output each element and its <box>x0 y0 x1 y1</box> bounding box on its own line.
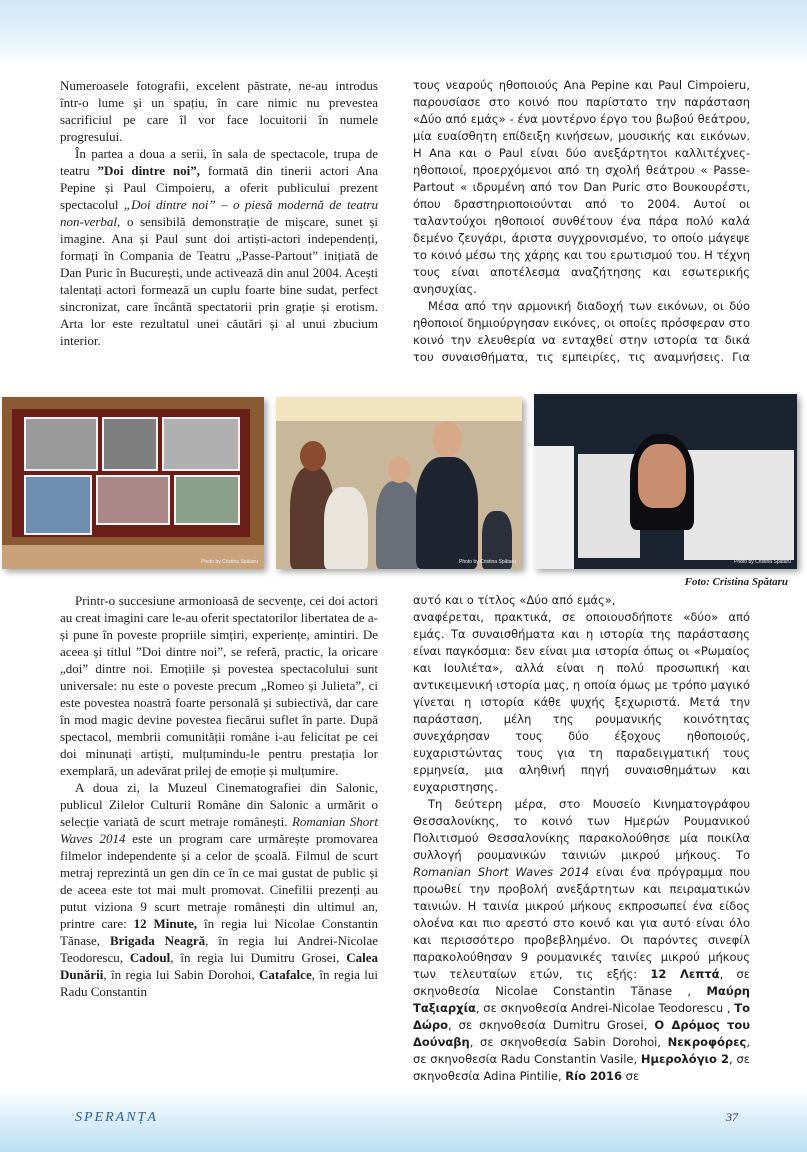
paragraph: Printr-o succesiune armonioasă de secvențe, cei doi actori au creat imagini care le-au oferit spectatorilor libertatea de a-și pune în poveste propriile simțiri, experiențe, amintiri. De aceea și titlul ”Doi dintre noi”, se referă, practic, la oricare „doi” dintre noi. Emoțiile și povestea spectacolului sunt universale: nu este o poveste precum „Romeo și Julieta”, ci este povestea noastră foarte personală și subiectivă, dar care în mod magic devine povestea fiecărui suflet în parte. După spectacol, membrii comunității române i-au felicitat pe cei doi minunați artiști, mulțumindu-le pentru prestația lor exemplară, un adevărat prilej de emoție și mulțumire. <box>60 593 378 778</box>
film-title: Νεκροφόρες <box>667 1035 747 1049</box>
paragraph: Τη δεύτερη μέρα, στο Μουσείο Κινηματογράφου Θεσσαλονίκης, το κοινό των Ημερών Ρουμανικού Πολιτισμού Θεσσαλονίκης παρακολούθησε μία ποικίλα συλλογή ρουμανικών ταινιών μικρού μήκους. Το Romanian Short Waves 2014 είναι ένα πρόγραμμα που προωθεί την προβολή ανεξάρτητων και πειραματικών ταινιών. Η ταινία μικρού μήκους εκπροσωπεί ένα είδος ολοένα και πιο αρεστό στο κοινό και για αυτό είναι όλο και περισσότερο προβεβλημένο. Οι παρόντες σινεφίλ παρακολούθησαν 9 ρουμανικές ταινίες μικρού μήκους των τελευταίων ετών, τις εξής: 12 Λεπτά, σε σκηνοθεσία Nicolae Constantin Tănase , Μαύρη Ταξιαρχία, σε σκηνοθεσία Andrei-Nicolae Teodorescu , Το Δώρο, σε σκηνοθεσία Dumitru Grosei, Ο Δρόμος του Δούναβη, σε σκηνοθεσία Sabin Dorohoi, Νεκροφόρες, σε σκηνοθεσία Radu Constantin Vasile, Ημερολόγιο 2, σε σκηνοθεσία Adina Pintilie, Río 2016 σε <box>413 797 750 1083</box>
paragraph: A doua zi, la Muzeul Cinematografiei din Salonic, publicul Zilelor Culturii Române din Salonic a urmărit o selecție variată de scurt metraje românești. Romanian Short Waves 2014 este un program care urmărește promovarea filmelor independente și a celor de școală. Filmul de scurt metraj reprezintă un gen din ce în ce mai gustat de public și de aceea este tot mai mult promovat. Cinefilii prezenți au putut viziona 9 scurt metraje românești din ultimul an, printre care: 12 Minute, în regia lui Nicolae Constantin Tănase, Brigada Neagră, în regia lui Andrei-Nicolae Teodorescu, Cadoul, în regia lui Dumitru Grosei, Calea Dunării, în regia lui Sabin Dorohoi, Catafalce, în regia lui Radu Constantin <box>60 780 379 999</box>
photo-credit: Photo by Cristina Spătaru <box>459 559 516 565</box>
film-title: Μαύρη Ταξιαρχία <box>413 984 750 1015</box>
film-title: Ημερολόγιο 2 <box>640 1052 730 1066</box>
photo-credit: Photo by Cristina Spătaru <box>734 559 791 565</box>
paragraph: Numeroasele fotografii, excelent păstrate, ne-au introdus într-o lume și un spațiu, în care nimic nu prevestea sacrificiul pe care îl vor face locuitorii în numele progresului. <box>60 78 378 144</box>
show-title: „Doi dintre noi” – o piesă modernă de teatru non-verbal <box>60 197 378 229</box>
film-title: 12 Λεπτά <box>650 967 720 981</box>
troupe-name: ”Doi dintre noi”, <box>97 163 201 178</box>
bottom-left-column <box>60 592 378 1000</box>
program-name: Romanian Short Waves 2014 <box>60 814 378 846</box>
paragraph: τους νεαρούς ηθοποιούς Ana Pepine και Paul Cimpoieru, παρουσίασε στο κοινό που παρίστατο την παράσταση «Δύο από εμάς» - ένα μοντέρνο έργο του βωβού θεάτρου, μία ευαίσθητη επίδειξη κινήσεων, μουσικής και εικόνων. Η Ana και ο Paul είναι δύο ανεξάρτητοι καλλιτέχνες-ηθοποιοί, προερχόμενοι από τη σχολή θεάτρου « Passe-Partout « ιδρυμένη από τον Dan Puric στο Βουκουρέστι, όπου δραστηριοποιούνται από το 2004. Αυτοί οι ταλαντούχοι ηθοποιοί συνθέτουν ένα πάρα πολύ καλά δεμένο ζευγάρι, άριστα συγχρονισμένο, το οποίο μάγεψε το κοινό μέσω της χάρης και του ερωτισμού του. Η τέχνη τους είναι αποτέλεσμα αναζήτησης και εσωτερικής ανησυχίας. <box>413 78 750 296</box>
paragraph: În partea a doua a serii, în sala de spectacole, trupa de teatru ”Doi dintre noi”, formată din tinerii actori Ana Pepine și Paul Cimpoieru, a oferit publicului prezent spectacolul „Doi dintre noi” – o piesă modernă de teatru non-verbal, o sensibilă demonstrație de mișcare, sunet și imagine. Ana și Paul sunt doi artiști-actori independenți, formați în Compania de Teatru „Passe-Partout” inițiată de Dan Puric în București, unde activează din anul 2004. Acești talentați actori formează un cuplu foarte bine sudat, perfect sincronizat, care încântă spectatorii prin grație și erotism. Arta lor este rezultatul unei căutări și al unui zbucium interior. <box>60 146 378 348</box>
paragraph: Μέσα από την αρμονική διαδοχή των εικόνων, οι δύο ηθοποιοί δημιούργησαν εικόνες, οι οποίες πρόσφεραν στο κοινό την ελευθερία να ενταχθεί στην ιστορία τα δικά του συναισθήματα, τις εμπειρίες, τις αναμνήσεις. Για <box>413 299 750 364</box>
top-left-column <box>60 77 378 349</box>
photo-credit: Photo by Cristina Spătaru <box>201 559 258 565</box>
film-title: 12 Minute, <box>133 916 198 931</box>
film-title: Calea Dunării <box>60 950 379 982</box>
film-title: Cadoul <box>129 950 171 965</box>
photo-newspaper-poster <box>534 394 797 569</box>
magazine-name: SPERANȚA <box>75 1110 158 1125</box>
page-number: 37 <box>726 1110 738 1124</box>
top-right-column <box>413 77 750 366</box>
film-title: Brigada Neagră <box>109 933 206 948</box>
film-title: Catafalce <box>259 967 312 982</box>
paragraph: αυτό και ο τίτλος «Δύο από εμάς», <box>413 593 616 607</box>
film-title: Río 2016 <box>565 1069 622 1083</box>
bottom-right-column <box>413 592 750 1085</box>
photo-caption: Foto: Cristina Spătaru <box>684 576 788 588</box>
photo-people-gathering <box>276 397 522 569</box>
photo-exhibition-board <box>2 397 264 569</box>
paragraph: αναφέρεται, πρακτικά, σε οποιουσδήποτε «δύο» από εμάς. Τα συναισθήματα και η ιστορία της παράστασης είναι παγκόσμια: δεν είναι μια ιστορία όπως οι «Ρωμαίος και Ιουλιέτα», αλλά είναι η πολύ προσωπική και αντικειμενική ιστορία μας, η οποία όμως με τρόπο μαγικό γίνεται η ιστορία κάθε ψυχής ξεχωριστά. Μετά την παράσταση, μέλη της ρουμανικής κοινότητας συνεχάρησαν τους δύο έξοχους ηθοποιούς, ευχαριστώντας τους για τη παραδειγματική τους ερμηνεία, μια αληθινή πηγή συναισθημάτων και ευχαριστησης. <box>413 610 750 794</box>
film-title: Ο Δρόμος του Δούναβη <box>413 1018 750 1049</box>
program-name: Romanian Short Waves 2014 <box>413 865 590 879</box>
header-band <box>0 0 807 66</box>
film-title: Το Δώρο <box>413 1001 750 1032</box>
